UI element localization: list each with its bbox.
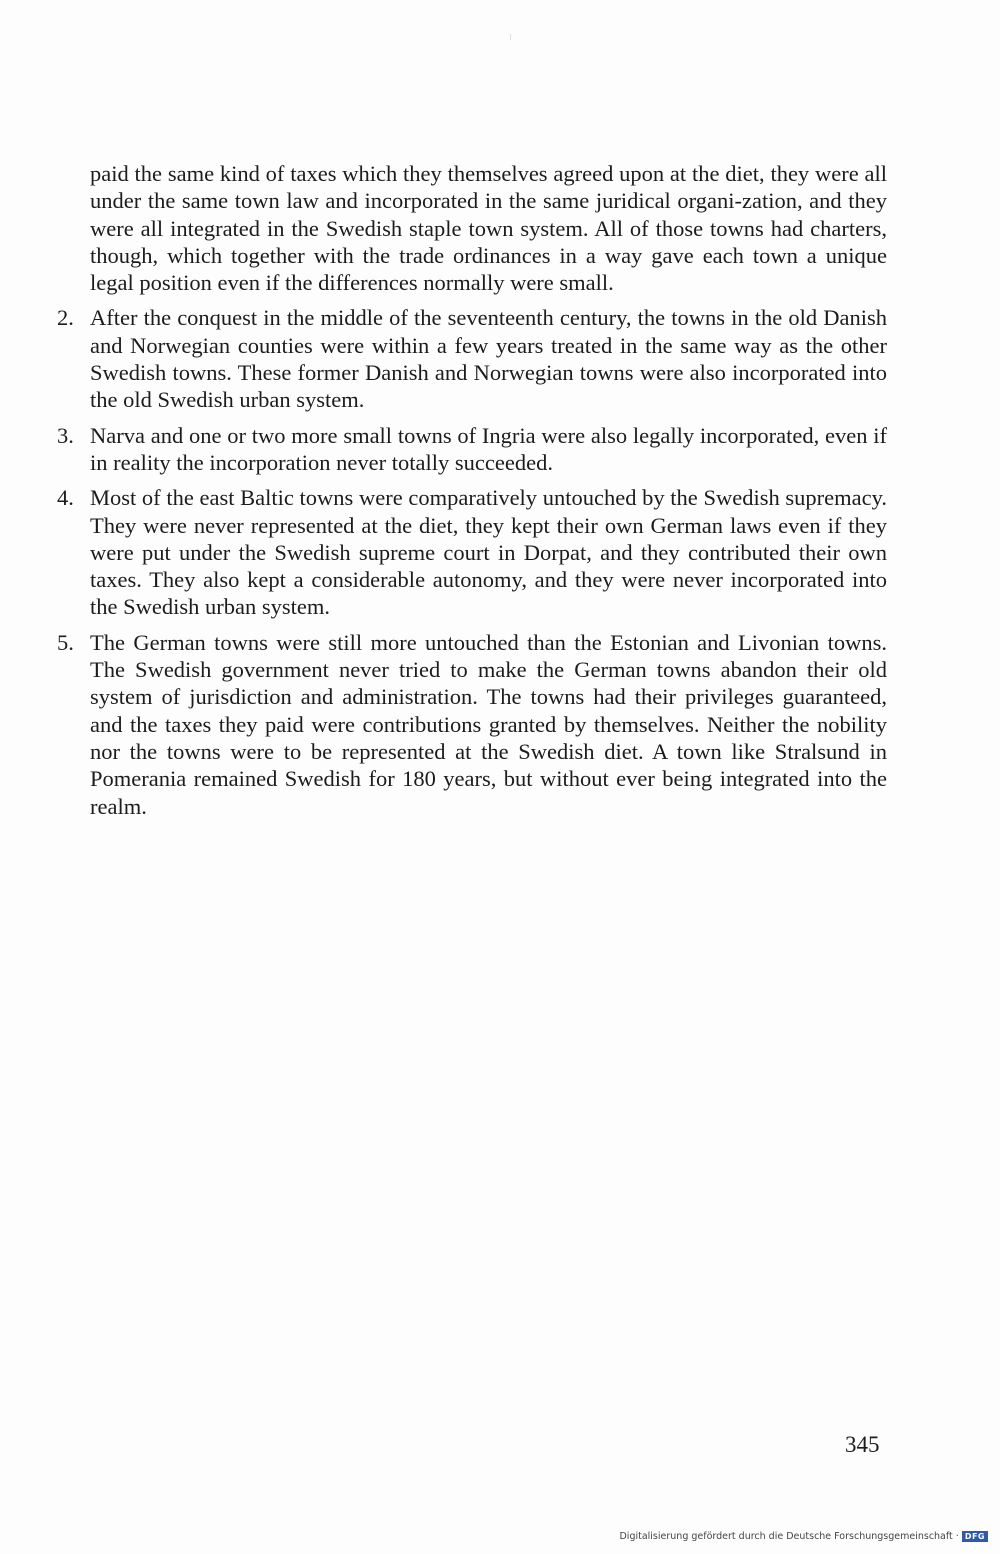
digitization-footer	[619, 1531, 988, 1542]
list-text: After the conquest in the middle of the seventeenth century, the towns in the old Danish and Norwegian counties were within a few years treated in the same way as the other Swedish towns. These former Danish and Norwegian towns were also incorporated into the old Swedish urban system.	[90, 305, 887, 413]
footer-text: Digitalisierung gefördert durch die Deutsche Forschungsgemeinschaft ·	[619, 1531, 959, 1542]
page-number: 345	[845, 1432, 880, 1457]
body-text	[57, 160, 887, 828]
list-number: 2.	[57, 305, 74, 331]
list-text: The German towns were still more untouched than the Estonian and Livonian towns. The Swedish government never tried to make the German towns abandon their old system of jurisdiction and administration. The towns had their privileges guaranteed, and the taxes they paid were contributions granted by themselves. Neither the nobility nor the towns were to be represented at the Swedish diet. A town like Stralsund in Pomerania remained Swedish for 180 years, but without ever being integrated into the realm.	[90, 629, 887, 819]
list-number: 5.	[57, 629, 74, 655]
intro-paragraph: paid the same kind of taxes which they themselves agreed upon at the diet, they were all under the same town law and incorporated in the same juridical organi-zation, and they were all integrated in the Swedish staple town system. All of those towns had charters, though, which together with the trade ordinances in a way gave each town a unique legal position even if the differences normally were small.	[90, 161, 887, 296]
list-text: Most of the east Baltic towns were comparatively untouched by the Swedish supremacy. They were never represented at the diet, they kept their own German laws even if they were put under the Swedish supreme court in Dorpat, and they contributed their own taxes. They also kept a considerable autonomy, and they were never incorporated into the Swedish urban system.	[90, 485, 887, 620]
list-item-2	[57, 304, 887, 413]
list-item-5	[57, 629, 887, 820]
list-item-4	[57, 484, 887, 620]
list-text: Narva and one or two more small towns of Ingria were also legally incorporated, even if in reality the incorporation never totally succeeded.	[90, 422, 887, 475]
list-number: 4.	[57, 485, 74, 511]
list-number: 3.	[57, 422, 74, 448]
list-item-3	[57, 422, 887, 477]
scan-mark	[510, 34, 511, 40]
dfg-logo: DFG	[962, 1531, 988, 1542]
